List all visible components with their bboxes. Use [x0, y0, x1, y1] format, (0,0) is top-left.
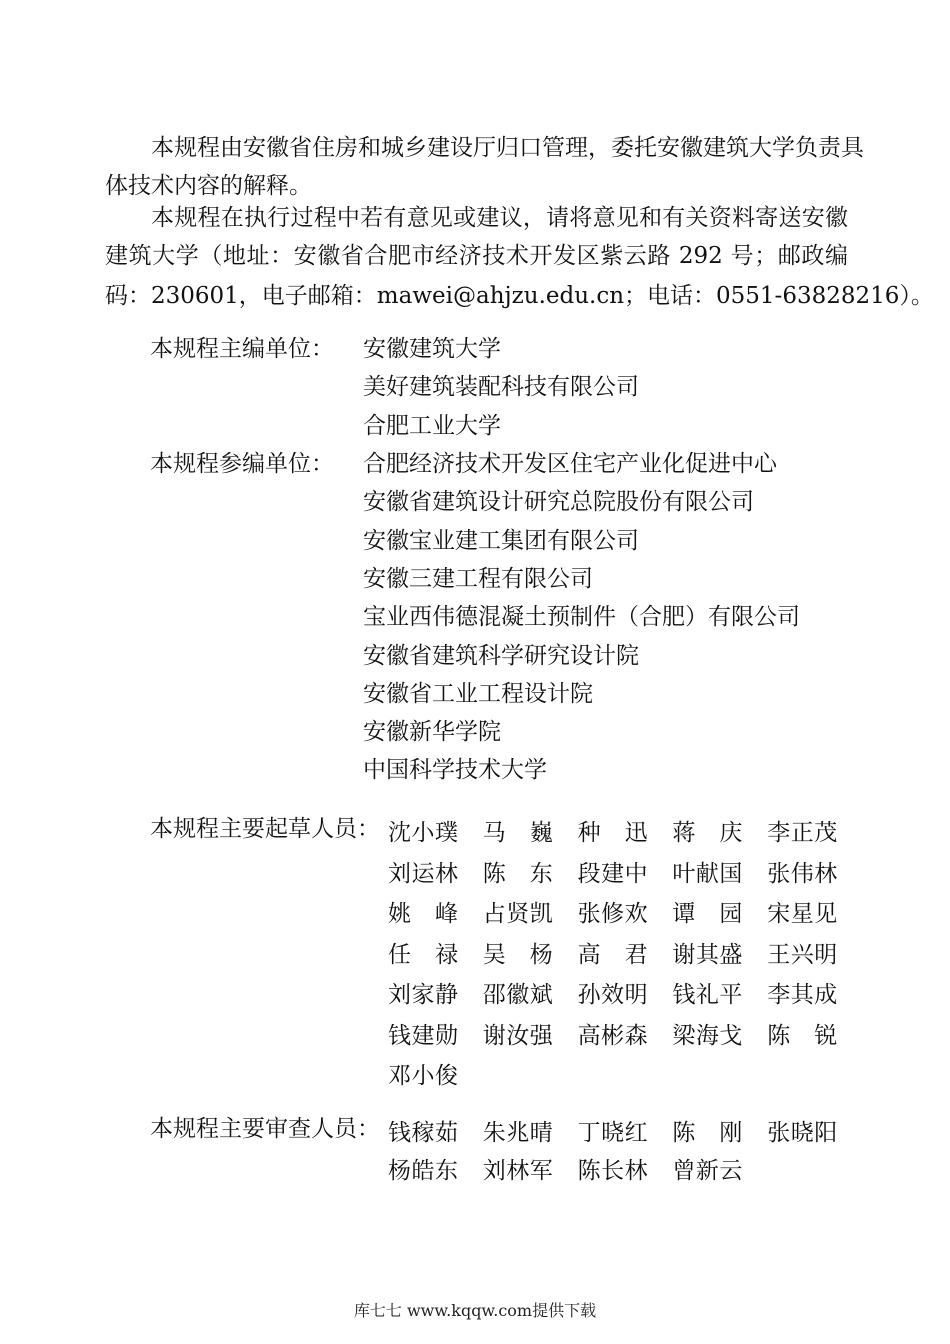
person-name: 张伟林: [767, 860, 838, 887]
person-name: 孙效明: [577, 982, 648, 1008]
person-name: 张晓阳: [767, 1120, 838, 1146]
person-name: 占贤凯: [482, 901, 553, 927]
person-name: 杨皓东: [388, 1157, 458, 1184]
person-name: 丁晓红: [577, 1120, 648, 1146]
person-name: 陈刚: [672, 1120, 743, 1146]
chief-units-label: 本规程主编单位：: [150, 336, 334, 362]
person-name: 邵徽斌: [482, 982, 553, 1008]
person-name: 陈东: [482, 860, 553, 887]
paragraph-line: 本规程由安徽省住房和城乡建设厅归口管理，委托安徽建筑大学负责具: [151, 135, 864, 161]
person-name: 李正茂: [767, 820, 838, 846]
person-name: 朱兆晴: [482, 1120, 553, 1146]
person-name: 高彬森: [577, 1022, 648, 1049]
person-name: 宋星见: [767, 901, 838, 927]
paragraph-line: 体技术内容的解释。: [105, 173, 312, 199]
participating-unit: 合肥经济技术开发区住宅产业化促进中心: [363, 451, 777, 477]
person-name: 刘家静: [388, 982, 458, 1008]
person-name: 谭园: [672, 901, 743, 927]
participating-unit: 中国科学技术大学: [363, 757, 547, 784]
paragraph-line: 建筑大学（地址：安徽省合肥市经济技术开发区紫云路 292 号；邮政编: [105, 243, 848, 269]
footer-watermark: 库七七 www.kqqw.com提供下载: [353, 1301, 597, 1320]
person-name: 刘林军: [482, 1157, 553, 1184]
person-name: 叶献国: [672, 860, 743, 887]
chief-unit: 安徽建筑大学: [363, 336, 501, 362]
participating-unit: 安徽省建筑设计研究总院股份有限公司: [363, 489, 754, 516]
paragraph-line: 码：230601，电子邮箱：mawei@ahjzu.edu.cn；电话：0551-63828216）。: [105, 283, 934, 309]
person-name: 段建中: [577, 860, 648, 887]
participating-units-label: 本规程参编单位：: [150, 451, 334, 477]
person-name: 陈锐: [767, 1022, 838, 1049]
person-name: 谢其盛: [672, 941, 743, 968]
person-name: 邓小俊: [388, 1063, 458, 1089]
person-name: 蒋庆: [672, 820, 743, 846]
participating-unit: 宝业西伟德混凝土预制件（合肥）有限公司: [363, 604, 800, 631]
person-name: 梁海戈: [672, 1022, 743, 1049]
person-name: 高君: [577, 941, 648, 968]
person-name: 钱建勋: [388, 1022, 458, 1049]
paragraph-line: 本规程在执行过程中若有意见或建议，请将意见和有关资料寄送安徽: [151, 205, 848, 231]
person-name: 马巍: [482, 820, 553, 846]
person-name: 陈长林: [577, 1157, 648, 1184]
participating-unit: 安徽三建工程有限公司: [363, 565, 593, 592]
person-name: 张修欢: [577, 901, 648, 927]
person-name: 李其成: [767, 982, 838, 1008]
reviewers-label: 本规程主要审查人员：: [150, 1116, 380, 1142]
participating-unit: 安徽新华学院: [363, 719, 501, 746]
person-name: 谢汝强: [482, 1022, 553, 1049]
person-name: 刘运林: [388, 860, 458, 887]
person-name: 种迅: [577, 820, 648, 846]
person-name: 王兴明: [767, 941, 838, 968]
participating-unit: 安徽省建筑科学研究设计院: [363, 642, 639, 669]
person-name: 曾新云: [672, 1157, 743, 1184]
drafters-label: 本规程主要起草人员：: [150, 816, 380, 842]
person-name: 沈小璞: [388, 820, 458, 846]
chief-unit: 美好建筑装配科技有限公司: [363, 374, 639, 401]
person-name: 钱稼茹: [388, 1120, 458, 1146]
person-name: 任禄: [388, 941, 458, 968]
participating-unit: 安徽省工业工程设计院: [363, 680, 593, 707]
chief-unit: 合肥工业大学: [363, 412, 501, 439]
person-name: 姚峰: [388, 901, 458, 927]
participating-unit: 安徽宝业建工集团有限公司: [363, 527, 639, 554]
person-name: 钱礼平: [672, 982, 743, 1008]
person-name: 吴杨: [482, 941, 553, 968]
